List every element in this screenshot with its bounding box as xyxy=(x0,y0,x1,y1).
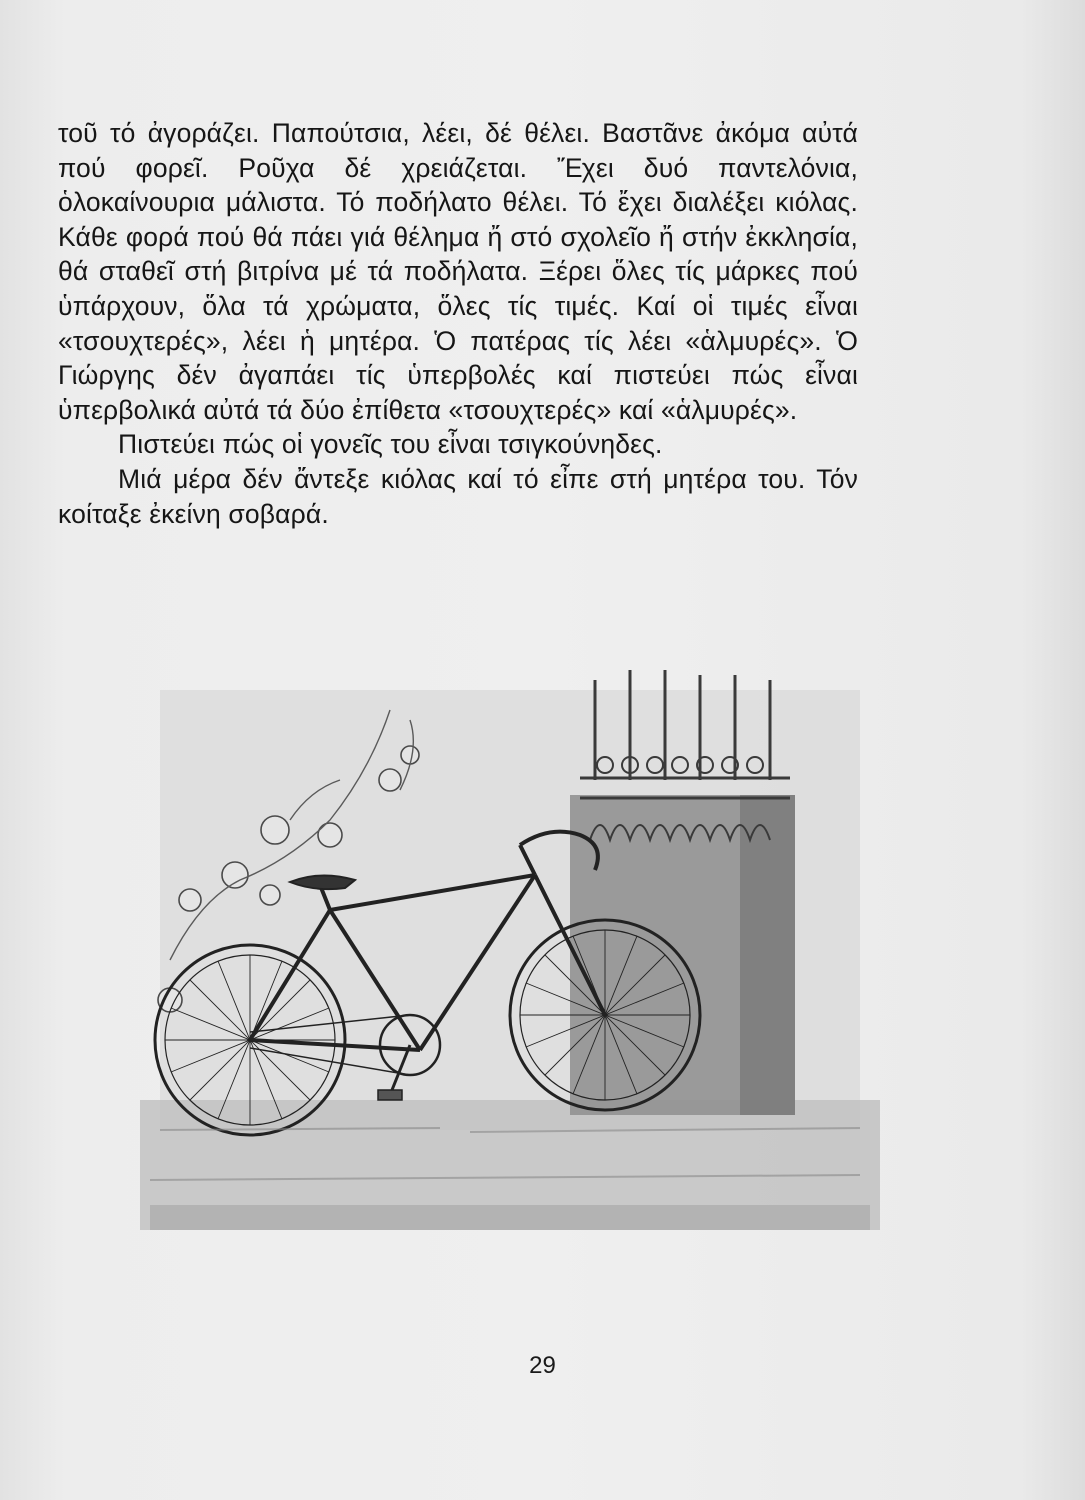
paragraph-1: τοῦ τό ἀγοράζει. Παπούτσια, λέει, δέ θέλει. Βαστᾶνε ἀκόμα αὐτά πού φορεῖ. Ροῦχα δέ χρειάζεται. Ἔχει δυό παντελόνια, ὁλοκαίνουρια μάλιστα. Τό ποδήλατο θέλει. Τό ἔχει διαλέξει κιόλας. Κάθε φορά πού θά πάει γιά θέλημα ἤ στό σχολεῖο ἤ στήν ἐκκλησία, θά σταθεῖ στή βιτρίνα μέ τά ποδήλατα. Ξέρει ὅλες τίς μάρκες πού ὑπάρχουν, ὅλα τά χρώματα, ὅλες τίς τιμές. Καί οἱ τιμές εἶναι «τσουχτερές», λέει ἡ μητέρα. Ὁ πατέρας τίς λέει «ἁλμυρές». Ὁ Γιώργης δέν ἀγαπάει τίς ὑπερβολές καί πιστεύει πώς εἶναι ὑπερβολικά αὐτά τά δύο ἐπίθετα «τσουχτερές» καί «ἁλμυρές». xyxy=(58,118,858,425)
page-number: 29 xyxy=(529,1352,556,1379)
paragraph-2: Πιστεύει πώς οἱ γονεῖς του εἶναι τσιγκούνηδες. xyxy=(118,429,663,460)
bicycle-illustration xyxy=(140,660,880,1260)
pavement-shadow xyxy=(150,1205,870,1230)
door-shade xyxy=(740,795,795,1115)
body-text xyxy=(58,116,858,531)
pedal xyxy=(378,1090,402,1100)
paragraph-3: Μιά μέρα δέν ἄντεξε κιόλας καί τό εἶπε στή μητέρα του. Τόν κοίταξε ἐκείνη σοβαρά. xyxy=(58,463,858,529)
